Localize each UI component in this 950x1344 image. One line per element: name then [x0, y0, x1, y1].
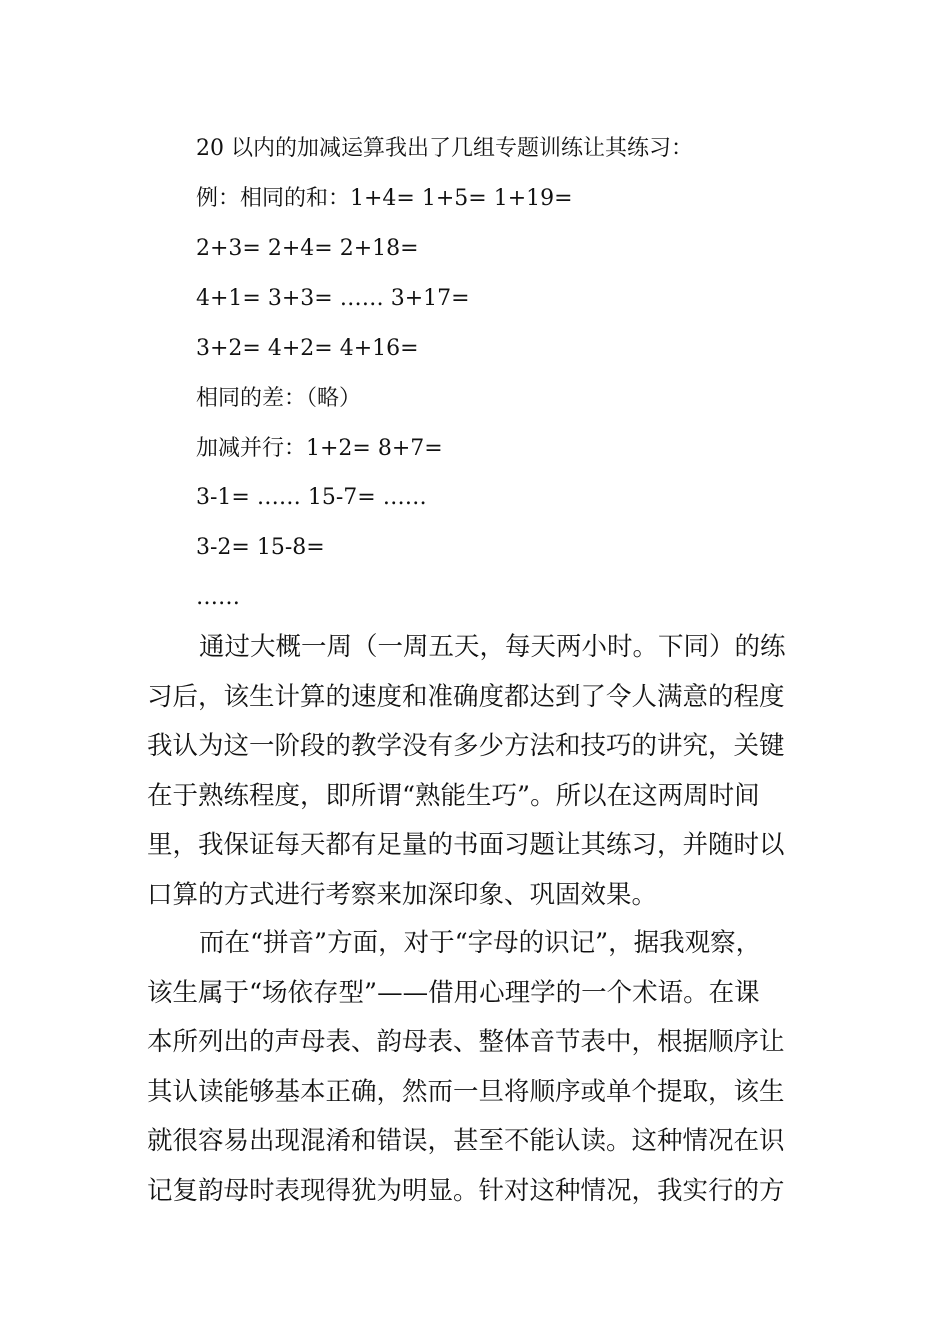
paragraph-line: 里，我保证每天都有足量的书面习题让其练习，并随时以: [147, 830, 785, 860]
exercise-line-same-sum: 例：相同的和：1+4= 1+5= 1+19=: [196, 186, 573, 211]
exercise-line-mixed: 加减并行：1+2= 8+7=: [196, 436, 443, 461]
paragraph-line: 记复韵母时表现得犹为明显。针对这种情况，我实行的方: [147, 1175, 785, 1206]
paragraph-line: 本所列出的声母表、韵母表、整体音节表中，根据顺序让: [147, 1027, 785, 1057]
paragraph-line: 就很容易出现混淆和错误，甚至不能认读。这种情况在识: [147, 1126, 785, 1156]
exercise-line-same-difference: 相同的差：（略）: [196, 386, 362, 411]
exercise-line: 4+1= 3+3= …… 3+17=: [196, 286, 470, 311]
exercise-intro-line: 20 以内的加减运算我出了几组专题训练让其练习：: [196, 136, 693, 161]
paragraph-practice-results: [147, 623, 827, 920]
paragraph-line: 通过大概一周（一周五天，每天两小时。下同）的练: [199, 632, 786, 662]
paragraph-line: 口算的方式进行考察来加深印象、巩固效果。: [147, 879, 658, 910]
paragraph-line: 其认读能够基本正确，然而一旦将顺序或单个提取，该生: [147, 1076, 785, 1107]
exercise-ellipsis: ……: [196, 585, 240, 610]
exercise-line: 2+3= 2+4= 2+18=: [196, 236, 419, 261]
paragraph-line: 习后，该生计算的速度和准确度都达到了令人满意的程度: [147, 681, 785, 712]
paragraph-pinyin: [147, 919, 827, 1216]
exercise-line: 3-1= …… 15-7= ……: [196, 485, 427, 510]
paragraph-line: 而在“拼音”方面，对于“字母的识记”，据我观察，: [199, 928, 762, 958]
exercise-line: 3+2= 4+2= 4+16=: [196, 336, 419, 361]
exercise-line: 3-2= 15-8=: [196, 535, 325, 560]
paragraph-line: 该生属于“场依存型”——借用心理学的一个术语。在课: [147, 977, 760, 1008]
paragraph-line: 我认为这一阶段的教学没有多少方法和技巧的讲究，关键: [147, 731, 785, 761]
paragraph-line: 在于熟练程度，即所谓“熟能生巧”。所以在这两周时间: [147, 780, 760, 811]
